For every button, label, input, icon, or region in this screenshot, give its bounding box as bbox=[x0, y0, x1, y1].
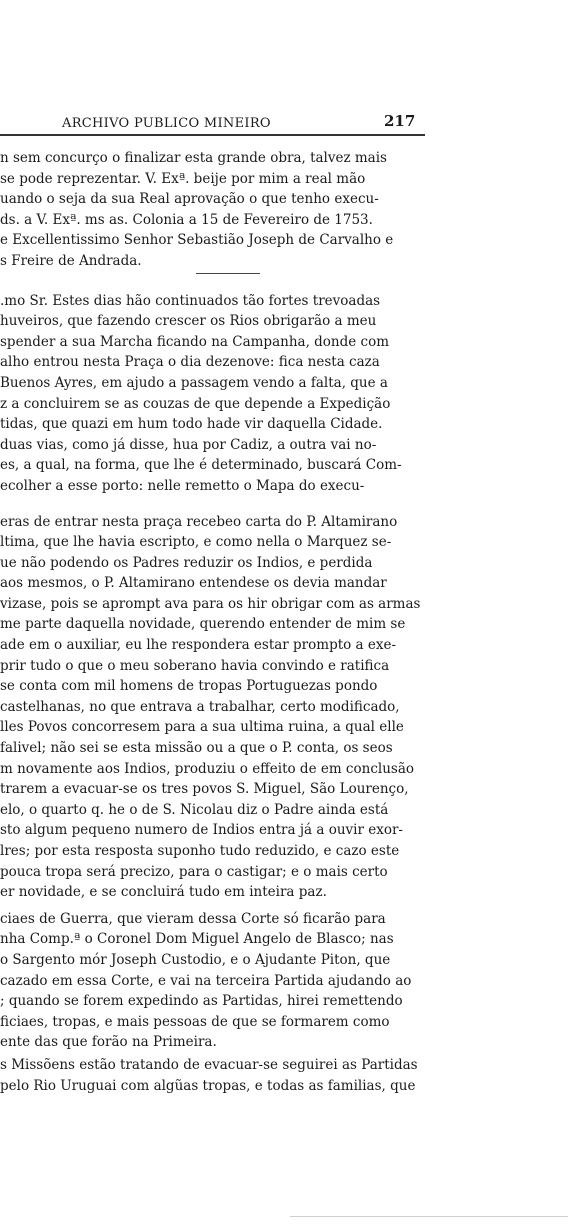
text-line: trarem a evacuar-se os tres povos S. Miguel, São Lourenço, bbox=[0, 781, 409, 798]
text-line: huveiros, que fazendo crescer os Rios obrigarão a meu bbox=[0, 313, 377, 330]
text-line: prir tudo o que o meu soberano havia convindo e ratifica bbox=[0, 657, 390, 674]
text-line: sto algum pequeno numero de Indios entra já a ouvir exor- bbox=[0, 822, 403, 839]
text-line: s Freire de Andrada. bbox=[0, 252, 142, 269]
text-line: lres; por esta resposta suponho tudo reduzido, e cazo este bbox=[0, 843, 400, 859]
header-rule bbox=[0, 134, 425, 136]
text-line: ecolher a esse porto: nelle remetto o Mapa do execu- bbox=[0, 477, 365, 494]
page-header bbox=[0, 112, 430, 138]
text-line: se conta com mil homens de tropas Portuguezas pondo bbox=[0, 678, 378, 695]
text-line: spender a sua Marcha ficando na Campanha, donde com bbox=[0, 333, 390, 350]
text-line: falivel; não sei se esta missão ou a que o P. conta, os seos bbox=[0, 740, 393, 757]
text-line: pelo Rio Uruguai com algũas tropas, e todas as familias, que bbox=[0, 1077, 416, 1094]
page-number: 217 bbox=[384, 112, 416, 130]
text-line: ade em o auxiliar, eu lhe respondera estar prompto a exe- bbox=[0, 637, 397, 654]
text-line: ente das que forão na Primeira. bbox=[0, 1034, 217, 1051]
text-line: pouca tropa será precizo, para o castigar; e o mais certo bbox=[0, 863, 388, 880]
text-line: z a concluirem se as couzas de que depende a Expedição bbox=[0, 395, 391, 412]
text-line: o Sargento mór Joseph Custodio, e o Ajudante Piton, que bbox=[0, 951, 391, 968]
text-line: duas vias, como já disse, hua por Cadiz, a outra vai no- bbox=[0, 436, 377, 453]
text-line: tidas, que quazi em hum todo hade vir daquella Cidade. bbox=[0, 416, 383, 433]
text-line: Buenos Ayres, em ajudo a passagem vendo a falta, que a bbox=[0, 374, 388, 391]
text-line: ue não podendo os Padres reduzir os Indios, e perdida bbox=[0, 554, 373, 571]
text-line: ficiaes, tropas, e mais pessoas de que se formarem como bbox=[0, 1013, 390, 1030]
text-line: elo, o quarto q. he o de S. Nicolau diz o Padre ainda está bbox=[0, 801, 389, 818]
paragraph-gap bbox=[0, 497, 430, 512]
text-line: lles Povos concorresem para a sua ultima ruina, a qual elle bbox=[0, 719, 404, 736]
text-line: ciaes de Guerra, que vieram dessa Corte só ficarão para bbox=[0, 910, 386, 927]
text-line: cazado em essa Corte, e vai na terceira Partida ajudando ao bbox=[0, 972, 412, 989]
text-line: vizase, pois se aprompt ava para os hir obrigar com as armas bbox=[0, 595, 421, 612]
text-line: se pode reprezentar. V. Exª. beije por mim a real mão bbox=[0, 170, 366, 187]
running-head: ARCHIVO PUBLICO MINEIRO bbox=[62, 116, 271, 131]
text-line: er novidade, e se concluirá tudo em inteira paz. bbox=[0, 884, 327, 901]
text-line: castelhanas, no que entrava a trabalhar, certo modificado, bbox=[0, 698, 400, 715]
text-line: .mo Sr. Estes dias hão continuados tão fortes trevoadas bbox=[0, 292, 381, 309]
text-line: ; quando se forem expedindo as Partidas, hirei remettendo bbox=[0, 993, 403, 1010]
text-line: s Missõens estão tratando de evacuar-se seguirei as Partidas bbox=[0, 1056, 418, 1073]
text-line: m novamente aos Indios, produziu o effeito de em conclusão bbox=[0, 760, 414, 777]
text-line: ltima, que lhe havia escripto, e como nella o Marquez se- bbox=[0, 534, 392, 551]
paragraph-gap bbox=[0, 272, 430, 291]
page-edge-mark bbox=[290, 1216, 568, 1217]
text-line: eras de entrar nesta praça recebeo carta do P. Altamirano bbox=[0, 513, 398, 530]
text-line: uando o seja da sua Real aprovação o que tenho execu- bbox=[0, 191, 379, 208]
text-line: es, a qual, na forma, que lhe é determinado, buscará Com- bbox=[0, 457, 402, 474]
text-line: nha Comp.ª o Coronel Dom Miguel Angelo de Blasco; nas bbox=[0, 931, 394, 948]
text-line: me parte daquella novidade, querendo entender de mim se bbox=[0, 616, 406, 633]
body-text bbox=[0, 148, 430, 1096]
text-line: aos mesmos, o P. Altamirano entendese os devia mandar bbox=[0, 575, 387, 592]
text-line: e Excellentissimo Senhor Sebastião Joseph de Carvalho e bbox=[0, 232, 394, 249]
text-line: alho entrou nesta Praça o dia dezenove: fica nesta caza bbox=[0, 354, 380, 371]
text-line: n sem concurço o finalizar esta grande obra, talvez mais bbox=[0, 150, 387, 166]
text-line: ds. a V. Exª. ms as. Colonia a 15 de Fevereiro de 1753. bbox=[0, 211, 373, 228]
